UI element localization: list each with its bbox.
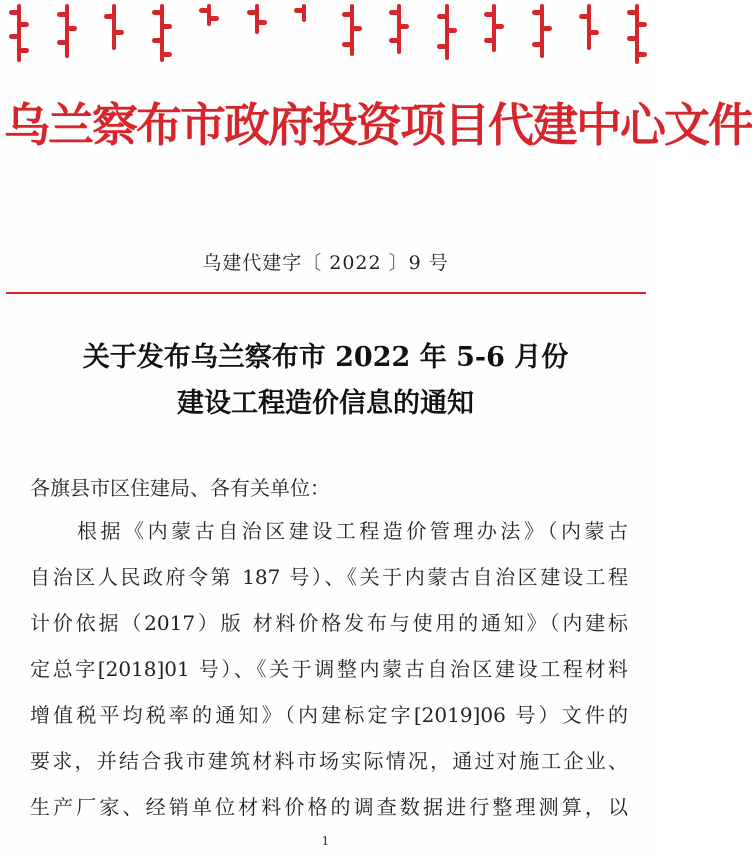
mongolian-glyph: [436, 4, 458, 60]
mongolian-glyph: [388, 4, 410, 54]
body-line-6: 要求，并结合我市建筑材料市场实际情况，通过对施工企业、: [30, 749, 628, 773]
document-number: 乌建代建字〔 2022 〕9 号: [202, 252, 449, 274]
body-line-2: 自治区人民政府令第 187 号）、《关于内蒙古自治区建设工程: [30, 565, 628, 589]
mongolian-glyph: [578, 4, 600, 50]
salutation: 各旗县市区住建局、各有关单位：: [30, 476, 330, 500]
mongolian-glyph: [198, 4, 220, 26]
mongolian-glyph: [246, 4, 268, 34]
mongolian-glyph: [151, 4, 173, 62]
notice-title-line-2: 建设工程造价信息的通知: [177, 388, 474, 419]
body-line-7: 生产厂家、经销单位材料价格的调查数据进行整理测算，以: [30, 795, 628, 819]
body-line-3: 计价依据（2017）版 材料价格发布与使用的通知》（内建标: [30, 611, 628, 635]
mongolian-script-header: [8, 4, 648, 74]
page-number: 1: [321, 834, 330, 848]
red-divider-line: [6, 292, 646, 294]
mongolian-glyph: [103, 4, 125, 50]
mongolian-glyph: [341, 4, 363, 56]
body-line-1: 根据《内蒙古自治区建设工程造价管理办法》（内蒙古: [30, 519, 628, 543]
organization-title: 乌兰察布市政府投资项目代建中心文件: [4, 98, 752, 152]
mongolian-glyph: [56, 4, 78, 58]
mongolian-glyph: [626, 4, 648, 64]
body-line-5: 增值税平均税率的通知》（内建标定字[2019]06 号）文件的: [30, 703, 628, 727]
notice-title-line-1: 关于发布乌兰察布市 2022 年 5-6 月份: [82, 342, 569, 373]
mongolian-glyph: [8, 4, 30, 62]
mongolian-glyph: [531, 4, 553, 58]
mongolian-glyph: [293, 4, 315, 22]
mongolian-glyph: [483, 4, 505, 52]
body-line-4: 定总字[2018]01 号）、《关于调整内蒙古自治区建设工程材料: [30, 657, 628, 681]
